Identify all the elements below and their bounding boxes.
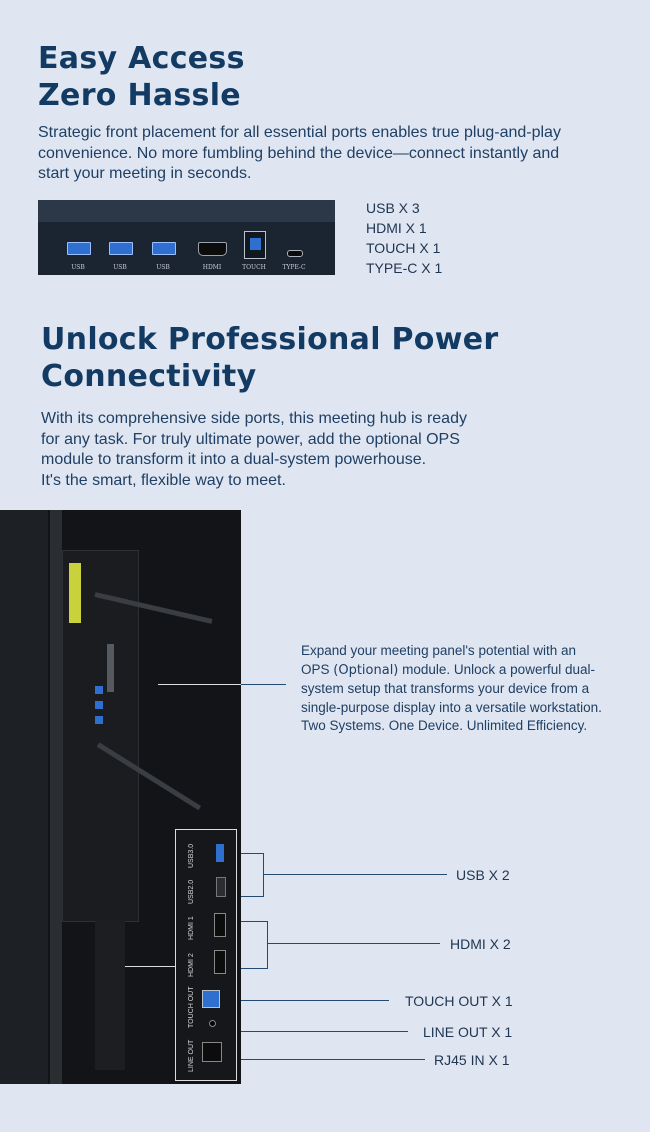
zoom-touch [202, 990, 220, 1008]
optional-word: (Optional) [333, 662, 399, 678]
port-label-type-c: TYPE-C [282, 264, 306, 271]
section1-description-line1: Strategic front placement for all essential ports enables true plug-and-play [38, 124, 561, 141]
ops-pointer-line-inner [158, 684, 241, 685]
zoom-label-usb3: USB3.0 [188, 843, 195, 868]
section2-description-line1: With its comprehensive side ports, this meeting hub is ready [41, 410, 467, 427]
zoom-label-hdmi1: HDMI 1 [188, 916, 195, 940]
section1-description-line3: start your meeting in seconds. [38, 165, 252, 182]
zoom-usb2 [216, 877, 226, 897]
ops-pointer-line [241, 684, 286, 685]
zoom-label-line-out: LINE OUT [188, 1039, 195, 1072]
usb-port-2 [109, 242, 133, 255]
ops-module [62, 550, 139, 922]
callout-line-out: LINE OUT X 1 [423, 1024, 513, 1040]
usb-port-1 [67, 242, 91, 255]
section1-title-line1: Easy Access [38, 41, 245, 76]
ops-description [301, 642, 641, 736]
panel-rim [50, 510, 62, 1084]
ops-line2-rest: module. Unlock a powerful dual- [398, 661, 595, 677]
side-ports-image [0, 510, 241, 1084]
section1-description [38, 123, 638, 185]
ops-dvi [107, 644, 114, 692]
port-label-touch: TOUCH [242, 264, 266, 271]
callout-hdmi: HDMI X 2 [450, 936, 511, 952]
usb-callout-line [263, 874, 447, 875]
ops-usb-3 [95, 716, 103, 724]
ops-description-line3: system setup that transforms your device from a [301, 681, 590, 696]
zoom-pointer-line [125, 966, 175, 967]
callout-usb: USB X 2 [456, 867, 510, 883]
section2-title-line2: Connectivity [41, 359, 257, 394]
hdmi-callout-line [267, 943, 440, 944]
zoom-usb3 [216, 844, 224, 862]
zoom-label-touch-out: TOUCH OUT [188, 986, 195, 1028]
zoom-label-usb2: USB2.0 [188, 879, 195, 904]
port-label-hdmi: HDMI [202, 264, 222, 271]
section2-description-line4: It's the smart, flexible way to meet. [41, 471, 286, 489]
hdmi-port [198, 242, 227, 256]
usb-bracket [241, 853, 264, 897]
usb-port-3 [152, 242, 176, 255]
callout-touch-out: TOUCH OUT X 1 [405, 993, 513, 1009]
section1-description-line2: convenience. No more fumbling behind the device—connect instantly and [38, 144, 560, 162]
ops-description-line2 [301, 661, 641, 681]
zoom-rj45 [202, 1042, 222, 1062]
ops-sticker [69, 563, 81, 623]
section1-title-line2: Zero Hassle [38, 78, 241, 113]
spec-usb: USB X 3 [366, 200, 420, 216]
front-ports-image [38, 200, 335, 275]
callout-rj45-in: RJ45 IN X 1 [434, 1052, 510, 1068]
touch-callout-line [241, 1000, 389, 1001]
port-label-usb-3: USB [156, 264, 170, 271]
port-label-usb-2: USB [113, 264, 127, 271]
spec-hdmi: HDMI X 1 [366, 220, 427, 236]
ops-word: OPS [301, 661, 334, 677]
ops-description-line4: single-purpose display into a versatile workstation. [301, 699, 602, 715]
zoom-line-out [209, 1020, 216, 1027]
type-c-port [287, 250, 303, 257]
section2-description [41, 409, 561, 491]
section2-title [41, 321, 498, 395]
zoom-hdmi2 [214, 950, 226, 974]
hdmi-bracket [241, 921, 268, 969]
panel-edge [0, 510, 48, 1084]
ops-description-line5: Two Systems. One Device. Unlimited Efficiency. [301, 718, 588, 733]
zoom-label-hdmi2: HDMI 2 [188, 953, 195, 977]
zoom-box [175, 829, 237, 1081]
section2-description-line3: module to transform it into a dual-system powerhouse. [41, 451, 427, 468]
side-port-bar [95, 920, 125, 1070]
port-label-usb-1: USB [71, 264, 85, 271]
bezel-top [38, 200, 335, 222]
ops-usb-2 [95, 701, 103, 709]
ops-description-line1: Expand your meeting panel's potential with an [301, 643, 577, 658]
line-out-callout-line [241, 1031, 408, 1032]
section2-description-line2: for any task. For truly ultimate power, add the optional OPS [41, 430, 460, 448]
section2-title-line1: Unlock Professional Power [41, 322, 499, 357]
rj45-callout-line [241, 1059, 425, 1060]
spec-type-c: TYPE-C X 1 [366, 260, 443, 276]
section1-title [38, 40, 245, 114]
front-port-specs [366, 198, 442, 278]
ops-usb-1 [95, 686, 103, 694]
zoom-hdmi1 [214, 913, 226, 937]
touch-port [244, 231, 266, 259]
spec-touch: TOUCH X 1 [366, 240, 441, 256]
